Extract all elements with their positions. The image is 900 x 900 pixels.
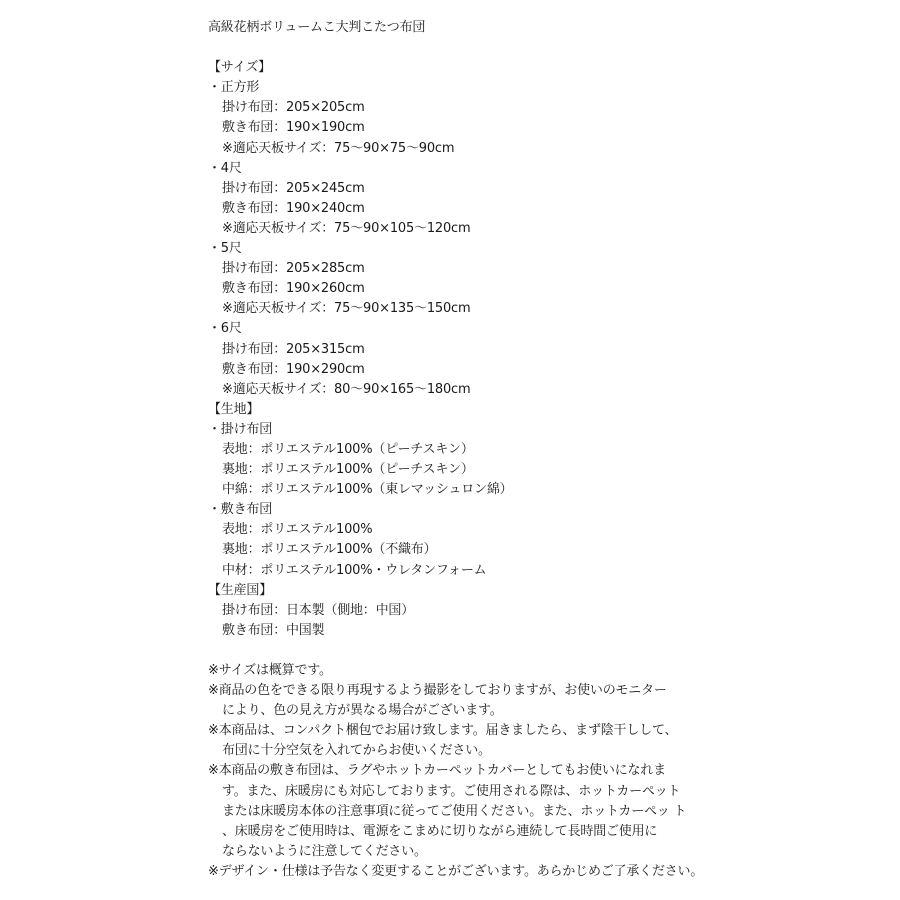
size-item: 掛け布団：205×285cm	[222, 261, 365, 277]
fabric-item: 裏地：ポリエステル100%（不織布）	[222, 542, 437, 558]
note-line: により、色の見え方が異なる場合がございます。	[222, 703, 503, 719]
size-group-name: ・4尺	[208, 160, 242, 176]
size-group-name: ・6尺	[208, 321, 242, 337]
note-line: または床暖房本体の注意事項に従ってご使用ください。また、ホットカーペッ ト	[222, 803, 687, 819]
note-line: 、床暖房をご使用時は、電源をこまめに切りながら連続して長時間ご使用に	[222, 823, 658, 839]
fabric-item: 表地：ポリエステル100%	[222, 522, 373, 538]
size-item: ※適応天板サイズ：75～90×105～120cm	[222, 220, 471, 236]
size-item: 敷き布団：190×240cm	[222, 200, 365, 216]
fabric-section	[208, 400, 808, 581]
origin-item: 敷き布団：中国製	[222, 622, 325, 638]
note-item	[208, 862, 808, 882]
note-line: ならないように注意してください。	[222, 843, 427, 859]
fabric-item: 中材：ポリエステル100%・ウレタンフォーム	[222, 562, 487, 578]
size-item: 掛け布団：205×315cm	[222, 341, 365, 357]
note-line: す。また、床暖房にも対応しております。ご使用される際は、ホットカーペット	[222, 783, 681, 799]
size-item: 掛け布団：205×205cm	[222, 100, 365, 116]
size-item: 掛け布団：205×245cm	[222, 180, 365, 196]
fabric-group-name: ・掛け布団	[208, 421, 273, 437]
note-item	[208, 761, 808, 861]
fabric-group-name: ・敷き布団	[208, 502, 273, 518]
note-line: ※デザイン・仕様は予告なく変更することがございます。あらかじめご了承ください。	[208, 863, 704, 879]
product-spec-document	[208, 18, 808, 882]
notes-section	[208, 661, 808, 882]
size-item: 敷き布団：190×260cm	[222, 281, 365, 297]
size-section	[208, 58, 808, 400]
note-line: ※本商品の敷き布団は、ラグやホットカーペットカバーとしてもお使いになれま	[208, 763, 666, 779]
size-item: ※適応天板サイズ：80～90×165～180cm	[222, 381, 471, 397]
fabric-heading: 【生地】	[208, 401, 260, 417]
size-group-name: ・正方形	[208, 80, 260, 96]
size-group-name: ・5尺	[208, 241, 242, 257]
section-spacer	[208, 641, 808, 661]
origin-heading: 【生産国】	[208, 582, 273, 598]
fabric-item: 中綿：ポリエステル100%（東レマッシュロン綿）	[222, 482, 513, 498]
origin-item: 掛け布団：日本製（側地：中国）	[222, 602, 415, 618]
note-line: ※本商品は、コンパクト梱包でお届け致します。届きましたら、まず陰干しして、	[208, 723, 678, 739]
size-item: ※適応天板サイズ：75～90×135～150cm	[222, 301, 471, 317]
size-item: 敷き布団：190×290cm	[222, 361, 365, 377]
note-line: ※サイズは概算です。	[208, 663, 332, 678]
fabric-item: 表地：ポリエステル100%（ピーチスキン）	[222, 441, 474, 457]
origin-section	[208, 581, 808, 641]
size-heading: 【サイズ】	[208, 60, 271, 76]
note-item	[208, 721, 808, 761]
size-item: 敷き布団：190×190cm	[222, 120, 365, 136]
note-item	[208, 681, 808, 721]
note-item	[208, 661, 808, 681]
product-title: 高級花柄ボリュームこ大判こたつ布団	[208, 20, 426, 35]
fabric-item: 裏地：ポリエステル100%（ピーチスキン）	[222, 462, 474, 478]
note-line: ※商品の色をできる限り再現するよう撮影をしておりますが、お使いのモニター	[208, 683, 667, 699]
size-item: ※適応天板サイズ：75～90×75～90cm	[222, 140, 455, 156]
note-line: 布団に十分空気を入れてからお使いください。	[222, 743, 491, 759]
